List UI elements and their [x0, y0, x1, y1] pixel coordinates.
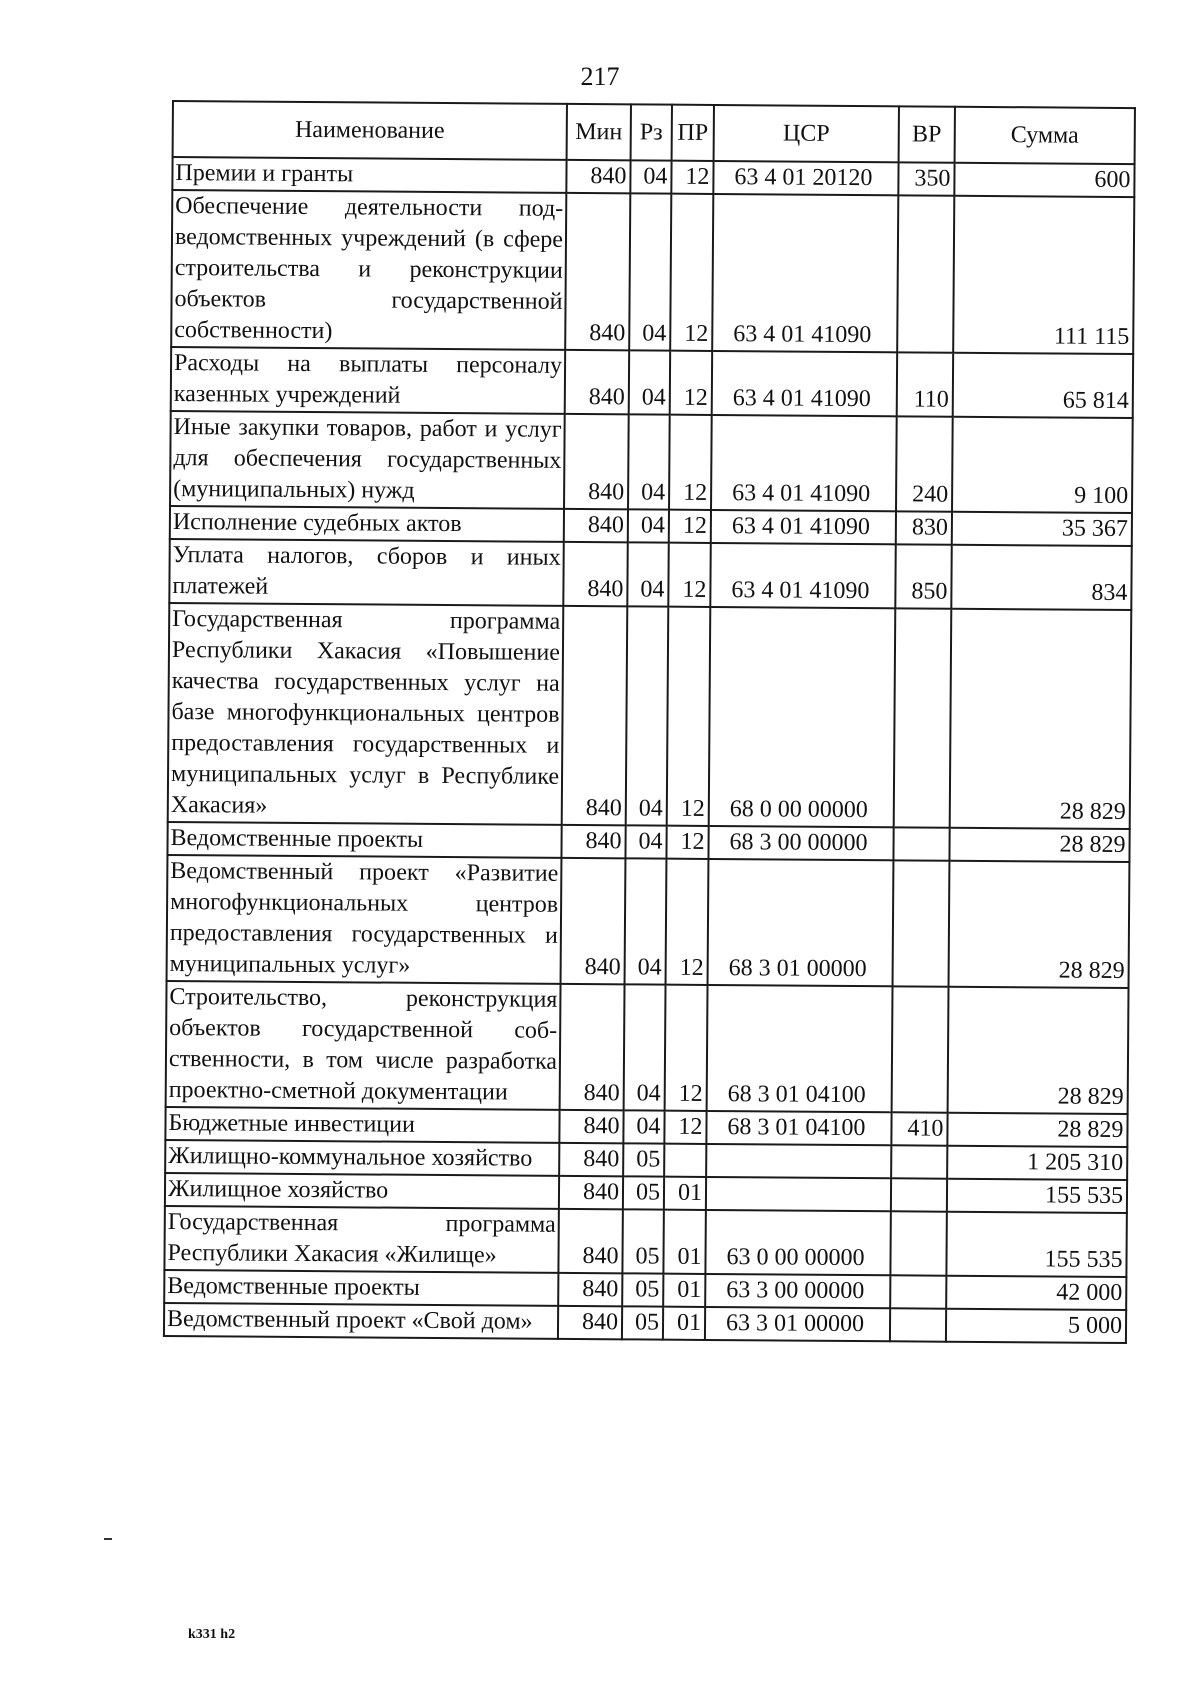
- cell-sum: 28 829: [948, 987, 1129, 1114]
- cell-vr: [890, 1308, 946, 1341]
- cell-name: Премии и гранты: [172, 157, 566, 193]
- cell-sum: 35 367: [952, 512, 1132, 546]
- cell-vr: [891, 1178, 947, 1211]
- cell-pr: 01: [663, 1307, 705, 1340]
- cell-rz: 04: [623, 1110, 664, 1143]
- cell-name: Бюджетные инвестиции: [165, 1107, 559, 1143]
- cell-vr: [890, 1211, 946, 1275]
- cell-vr: [890, 1275, 946, 1308]
- cell-pr: 01: [664, 1177, 706, 1210]
- cell-name: Иные закупки товаров, работ и услуг для обеспечения государственных (муниципальных) нужд: [170, 411, 565, 509]
- cell-name: Расходы на выплаты персоналу казенных учреждений: [171, 347, 565, 414]
- cell-vr: [891, 1145, 947, 1178]
- margin-mark: [104, 1538, 112, 1540]
- cell-name: Ведомственный проект «Свой дом»: [164, 1303, 558, 1339]
- cell-min: 840: [560, 984, 625, 1110]
- cell-csr: 63 4 01 20120: [713, 161, 898, 195]
- cell-pr: 01: [663, 1210, 705, 1274]
- table-row: [169, 539, 1131, 610]
- cell-rz: 05: [623, 1176, 664, 1209]
- cell-name: Ведомственные проекты: [164, 1270, 558, 1306]
- cell-vr: [893, 860, 950, 986]
- cell-csr: 63 4 01 41090: [712, 351, 897, 416]
- cell-csr: 68 0 00 00000: [709, 607, 896, 827]
- cell-name: Ведомственный проект «Развитие многофункциональных центров предоставления государственных и муниципальных услуг»: [167, 855, 562, 984]
- table-row: [164, 1206, 1126, 1277]
- cell-name: Ведомственные проекты: [167, 822, 561, 858]
- cell-rz: 04: [630, 160, 671, 193]
- cell-min: 840: [564, 414, 629, 509]
- cell-min: 840: [558, 1273, 622, 1306]
- cell-min: 840: [559, 1110, 623, 1143]
- cell-rz: 04: [628, 414, 670, 509]
- cell-vr: 350: [898, 162, 954, 195]
- cell-vr: 830: [896, 511, 952, 544]
- cell-csr: 63 4 01 41090: [711, 510, 896, 544]
- cell-csr: 68 3 01 00000: [708, 859, 894, 986]
- cell-vr: 850: [895, 544, 951, 608]
- cell-csr: 63 4 01 41090: [711, 415, 897, 511]
- table-row: [167, 855, 1130, 988]
- header-vr: ВР: [899, 106, 955, 162]
- cell-pr: 12: [666, 859, 709, 985]
- cell-pr: 12: [669, 510, 711, 543]
- cell-rz: 04: [625, 858, 667, 984]
- cell-vr: 410: [891, 1112, 947, 1145]
- cell-min: 840: [562, 606, 628, 825]
- cell-name: Государственная программа Республики Хакасия «Повышение качества государственных услуг на базе многофункциональных центров предоставления государственных и муниципальных услуг в Республике Хакасия»: [168, 603, 564, 825]
- cell-min: 840: [565, 350, 629, 414]
- cell-min: 840: [558, 1306, 622, 1339]
- footer-code: k331 h2: [188, 1627, 236, 1642]
- cell-pr: 12: [668, 543, 710, 607]
- header-sum: Сумма: [955, 107, 1135, 164]
- cell-name: Государственная программа Республики Хакасия «Жилище»: [164, 1206, 558, 1273]
- table-header-row: [173, 101, 1135, 164]
- cell-rz: 05: [622, 1306, 663, 1339]
- cell-sum: 28 829: [950, 609, 1132, 829]
- cell-sum: 1 205 310: [947, 1146, 1127, 1180]
- cell-vr: [892, 986, 949, 1112]
- cell-sum: 111 115: [953, 196, 1134, 354]
- cell-sum: 28 829: [947, 1113, 1127, 1147]
- page-number: 217: [580, 62, 620, 91]
- cell-rz: 04: [624, 984, 666, 1110]
- cell-rz: 04: [628, 509, 669, 542]
- cell-min: 840: [563, 542, 627, 606]
- cell-pr: 01: [663, 1274, 705, 1307]
- cell-name: Строительство, реконструкция объектов государственной собственности, в том числе разработка проектно-сметной документации: [166, 981, 561, 1110]
- header-name: Наименование: [173, 101, 567, 160]
- cell-rz: 04: [626, 606, 669, 825]
- cell-vr: [894, 608, 952, 827]
- cell-min: 840: [561, 858, 626, 984]
- cell-pr: 12: [664, 1111, 706, 1144]
- cell-csr: 63 3 00 00000: [705, 1274, 890, 1308]
- cell-name: Жилищно-коммунальное хозяйство: [165, 1140, 559, 1176]
- table-row: [170, 411, 1133, 513]
- cell-name: Обеспечение деятельности подведомственных учреждений (в сфере строительства и реконструкции объектов государственной собственности): [171, 190, 566, 350]
- cell-sum: 5 000: [946, 1309, 1126, 1343]
- table-row: [171, 347, 1133, 418]
- cell-csr: [706, 1177, 891, 1211]
- cell-pr: 12: [670, 351, 712, 415]
- cell-name: Уплата налогов, сборов и иных платежей: [169, 539, 563, 606]
- cell-sum: 155 535: [947, 1179, 1127, 1213]
- cell-min: 840: [564, 509, 628, 542]
- header-min: Мин: [567, 104, 631, 160]
- cell-rz: 05: [622, 1209, 663, 1273]
- cell-name: Жилищное хозяйство: [165, 1173, 559, 1209]
- cell-csr: 63 0 00 00000: [705, 1210, 890, 1275]
- cell-vr: [897, 195, 954, 352]
- cell-pr: 12: [669, 415, 712, 510]
- cell-pr: 12: [671, 161, 713, 194]
- table-body: [164, 157, 1135, 1343]
- cell-pr: 12: [666, 826, 708, 859]
- cell-csr: 68 3 00 00000: [708, 826, 893, 860]
- cell-rz: 04: [625, 825, 666, 858]
- cell-pr: 12: [667, 607, 711, 826]
- cell-sum: 28 829: [949, 828, 1129, 862]
- cell-pr: 12: [670, 194, 713, 351]
- table-row: [171, 190, 1134, 354]
- table-row: [166, 981, 1129, 1114]
- cell-sum: 834: [951, 545, 1131, 610]
- cell-rz: 04: [629, 350, 670, 414]
- cell-csr: [706, 1144, 891, 1178]
- cell-csr: 63 4 01 41090: [712, 194, 898, 352]
- budget-table: [163, 100, 1136, 1344]
- cell-sum: 155 535: [946, 1212, 1126, 1277]
- header-csr: ЦСР: [714, 105, 899, 162]
- cell-min: 840: [559, 1176, 623, 1209]
- cell-csr: 63 3 01 00000: [705, 1307, 890, 1341]
- cell-csr: 63 4 01 41090: [710, 543, 895, 608]
- cell-sum: 28 829: [949, 861, 1130, 988]
- cell-min: 840: [566, 160, 630, 193]
- header-rz: Рз: [631, 104, 672, 160]
- cell-csr: 68 3 01 04100: [706, 1111, 891, 1145]
- cell-rz: 04: [629, 193, 671, 350]
- cell-sum: 42 000: [946, 1276, 1126, 1310]
- cell-vr: 110: [897, 352, 953, 416]
- table-row: [164, 1303, 1126, 1343]
- cell-rz: 04: [627, 542, 668, 606]
- cell-pr: 12: [665, 985, 708, 1111]
- table-row: [168, 603, 1132, 829]
- cell-name: Исполнение судебных актов: [170, 506, 564, 542]
- cell-rz: 05: [622, 1273, 663, 1306]
- cell-sum: 65 814: [953, 353, 1133, 418]
- cell-sum: 9 100: [952, 417, 1133, 513]
- header-pr: ПР: [672, 105, 714, 161]
- cell-csr: 68 3 01 04100: [707, 985, 893, 1112]
- cell-min: 840: [561, 825, 625, 858]
- cell-min: 840: [558, 1209, 622, 1273]
- cell-vr: [893, 827, 949, 860]
- cell-vr: 240: [896, 416, 953, 511]
- cell-min: 840: [559, 1143, 623, 1176]
- cell-pr: [664, 1144, 706, 1177]
- cell-min: 840: [565, 193, 630, 350]
- cell-rz: 05: [623, 1143, 664, 1176]
- cell-sum: 600: [954, 163, 1134, 197]
